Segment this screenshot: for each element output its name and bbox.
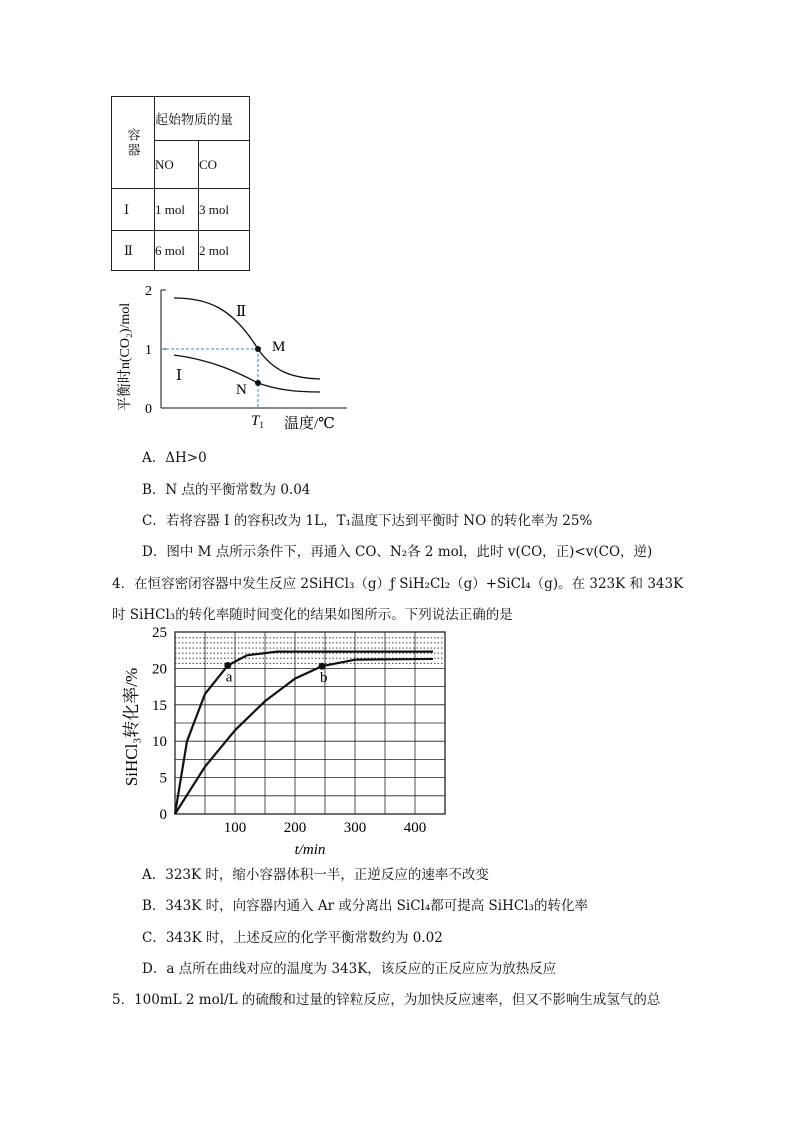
y-tick-label: 25	[152, 625, 167, 641]
y-tick-label: 0	[145, 402, 152, 417]
curve-ii	[174, 298, 320, 379]
table-cell: Ⅰ	[112, 189, 155, 231]
x-axis-label: t/min	[294, 842, 326, 858]
table-row	[112, 189, 250, 231]
y-tick-label: 0	[159, 807, 167, 823]
table-cell: 6 mol	[155, 231, 199, 271]
y-tick-label: 20	[152, 661, 167, 678]
q4-stem-line2: 时 SiHCl₃的转化率随时间变化的结果如图所示。下列说法正确的是	[112, 607, 513, 623]
y-tick-label: 1	[145, 343, 152, 358]
x-axis-label: 温度/℃	[284, 416, 335, 432]
y-axis-label: 平衡时n(CO₂)/mol	[118, 302, 133, 412]
curve-label-ii: Ⅱ	[236, 304, 247, 320]
x-tick-label: 200	[283, 820, 307, 836]
q4-option-b: B．343K 时，向容器内通入 Ar 或分离出 SiCl₄都可提高 SiHCl₃的转化率	[142, 898, 588, 914]
table-header-container: 容器	[112, 97, 155, 189]
q3-option-d: D．图中 M 点所示条件下，再通入 CO、N₂各 2 mol，此时 v(CO，正)<v(CO，逆)	[142, 544, 653, 560]
q3-option-a: A．ΔH>0	[142, 450, 207, 466]
table-cell: 1 mol	[155, 189, 199, 231]
point-b	[319, 663, 326, 670]
x-tick-label: 300	[343, 820, 367, 836]
q3-option-b: B．N 点的平衡常数为 0.04	[142, 482, 311, 498]
curve-label-i: Ⅰ	[176, 368, 182, 384]
initial-amount-table	[111, 96, 250, 271]
y-tick-label: 10	[152, 734, 167, 751]
table-col-no: NO	[155, 141, 199, 189]
conversion-chart	[120, 622, 460, 862]
equilibrium-co2-chart	[112, 282, 362, 432]
chart-points	[224, 662, 327, 686]
chart-series	[175, 652, 433, 814]
q4-option-c: C．343K 时，上述反应的化学平衡常数约为 0.02	[142, 930, 443, 946]
x-tick-label: 400	[403, 820, 427, 836]
point-m	[255, 346, 261, 352]
q4-option-a: A．323K 时，缩小容器体积一半，正逆反应的速率不改变	[142, 867, 489, 883]
q5-stem-line1: 5．100mL 2 mol/L 的硫酸和过量的锌粒反应，为加快反应速率，但又不影响生成氢气的总	[112, 992, 661, 1008]
point-n	[255, 380, 261, 386]
q4-option-d: D．a 点所在曲线对应的温度为 343K，该反应的正反应应为放热反应	[142, 961, 557, 977]
t1-label: $T_1$	[251, 413, 264, 430]
point-label-n: N	[236, 382, 247, 398]
point-label-m: M	[272, 339, 286, 355]
point-label-b: b	[320, 670, 328, 687]
curve-i	[174, 355, 320, 392]
y-tick-label: 5	[159, 770, 167, 787]
q4-stem-line1: 4．在恒容密闭容器中发生反应 2SiHCl₃（g）ƒ SiH₂Cl₂（g）+SiCl₄（g)。在 323K 和 343K	[112, 576, 684, 592]
y-axis-label: SiHCl₃转化率/%	[122, 667, 141, 787]
table-cell: 3 mol	[199, 189, 250, 231]
table-header-start: 起始物质的量	[155, 97, 250, 141]
table-row	[112, 231, 250, 271]
x-tick-label: 100	[223, 820, 247, 836]
q3-option-c: C．若将容器 I 的容积改为 1L，T₁温度下达到平衡时 NO 的转化率为 25%	[142, 513, 593, 529]
y-tick-label: 2	[145, 284, 152, 299]
y-tick-label: 15	[152, 697, 167, 714]
series-line-1	[175, 652, 433, 814]
point-a	[224, 662, 231, 669]
point-label-a: a	[225, 669, 233, 686]
table-cell: Ⅱ	[112, 231, 155, 271]
table-col-co: CO	[199, 141, 250, 189]
table-cell: 2 mol	[199, 231, 250, 271]
